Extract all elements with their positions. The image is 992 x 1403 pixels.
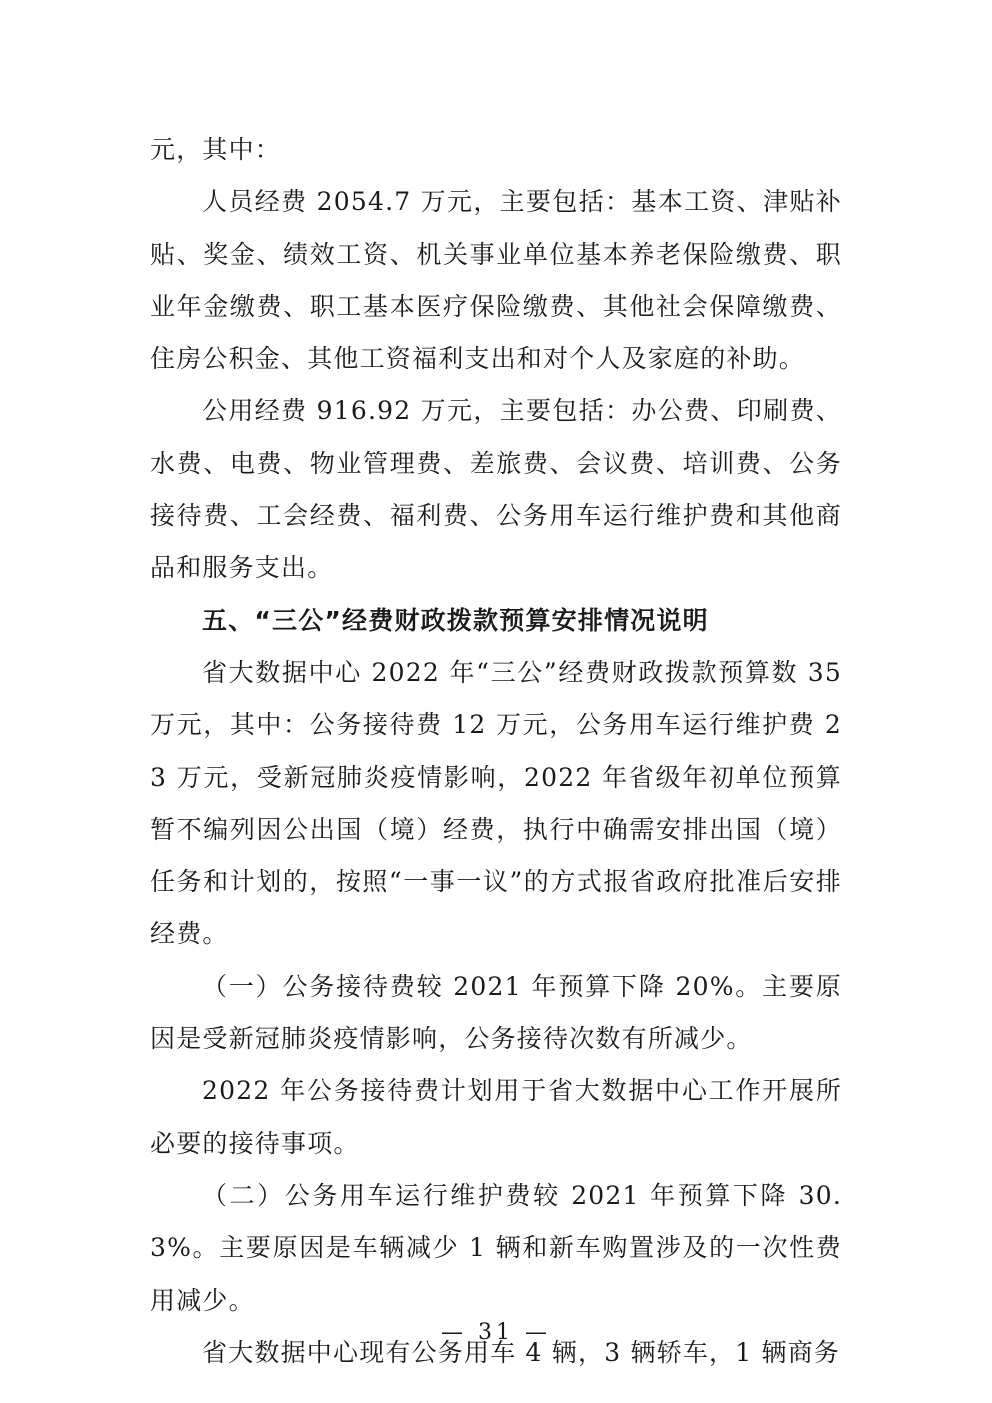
paragraph-vehicle-count: 省大数据中心现有公务用车 4 辆，3 辆轿车，1 辆商务 xyxy=(202,1337,841,1367)
page-number: — 31 — xyxy=(441,1320,551,1345)
paragraph-three-public-budget: 省大数据中心 2022 年“三公”经费财政拨款预算数 35 万元，其中：公务接待费 12 万元，公务用车运行维护费 23 万元，受新冠肺炎疫情影响，2022 年省级年初单位预算暂不编列因公出国（境）经费，执行中确需安排出国（境）任务和计划的，按照“一事一议”的方式报省政府批准后安排经费。 xyxy=(150,657,842,949)
section-heading-three-public: 五、“三公”经费财政拨款预算安排情况说明 xyxy=(202,605,709,635)
paragraph-reception-plan: 2022 年公务接待费计划用于省大数据中心工作开展所必要的接待事项。 xyxy=(150,1076,842,1158)
paragraph-vehicle-decrease: （二）公务用车运行维护费较 2021 年预算下降 30.3%。主要原因是车辆减少 1 辆和新车购置涉及的一次性费用减少。 xyxy=(150,1180,842,1315)
page-body xyxy=(150,124,842,1379)
paragraph-reception-decrease: （一）公务接待费较 2021 年预算下降 20%。主要原因是受新冠肺炎疫情影响，公务接待次数有所减少。 xyxy=(150,971,842,1054)
paragraph-personnel-expenses: 人员经费 2054.7 万元，主要包括：基本工资、津贴补贴、奖金、绩效工资、机关事业单位基本养老保险缴费、职业年金缴费、职工基本医疗保险缴费、其他社会保障缴费、住房公积金、其他工资福利支出和对个人及家庭的补助。 xyxy=(150,187,842,374)
paragraph-continuation: 元，其中： xyxy=(150,135,282,164)
paragraph-public-expenses: 公用经费 916.92 万元，主要包括：办公费、印刷费、水费、电费、物业管理费、差旅费、会议费、培训费、公务接待费、工会经费、福利费、公务用车运行维护费和其他商品和服务支出。 xyxy=(150,396,842,583)
